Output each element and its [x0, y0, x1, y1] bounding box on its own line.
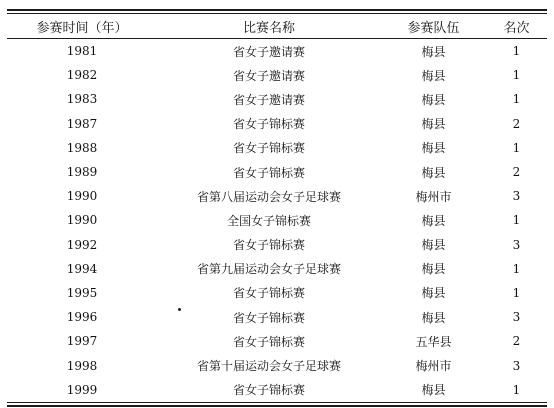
cell-team: 梅县: [421, 44, 446, 59]
cell-team: 梅县: [421, 286, 446, 301]
cell-year: 1995: [66, 285, 98, 300]
cell-competition-name: 省女子锦标赛: [232, 310, 305, 325]
cell-team: 梅县: [421, 238, 446, 253]
cell-competition-name: 省第八届运动会女子足球赛: [196, 189, 341, 204]
table-row: [7, 305, 547, 329]
cell-rank: 1: [512, 68, 521, 83]
cell-team: 梅县: [421, 213, 446, 228]
table-row: [7, 281, 547, 305]
table-row: [7, 112, 547, 136]
header-year: 参赛时间（年）: [36, 20, 128, 36]
top-rule-thick: [7, 9, 547, 11]
cell-team: 梅州市: [415, 359, 452, 374]
cell-year: 1999: [66, 382, 98, 397]
table-row: [7, 329, 547, 353]
cell-year: 1990: [66, 189, 98, 204]
cell-rank: 2: [512, 334, 521, 349]
cell-competition-name: 省女子邀请赛: [232, 92, 305, 107]
cell-rank: 1: [512, 382, 521, 397]
cell-team: 梅县: [421, 68, 446, 83]
cell-year: 1998: [66, 358, 98, 373]
cell-competition-name: 全国女子锦标赛: [226, 213, 311, 228]
cell-year: 1996: [66, 310, 98, 325]
cell-competition-name: 省女子邀请赛: [232, 68, 305, 83]
results-table-container: [7, 9, 547, 407]
table-row: [7, 39, 547, 63]
table-row: [7, 63, 547, 87]
cell-rank: 3: [512, 310, 521, 325]
cell-competition-name: 省女子锦标赛: [232, 334, 305, 349]
print-speck: [178, 308, 181, 311]
table-row: [7, 136, 547, 160]
cell-team: 梅县: [421, 92, 446, 107]
cell-competition-name: 省女子邀请赛: [232, 44, 305, 59]
cell-year: 1982: [66, 68, 98, 83]
bottom-rule-thick: [7, 405, 547, 407]
cell-team: 梅县: [421, 165, 446, 180]
cell-competition-name: 省女子锦标赛: [232, 165, 305, 180]
table-row: [7, 184, 547, 208]
bottom-rule-thin: [7, 402, 547, 403]
cell-rank: 1: [512, 44, 521, 59]
table-row: [7, 353, 547, 377]
cell-rank: 3: [512, 189, 521, 204]
cell-competition-name: 省第九届运动会女子足球赛: [196, 262, 341, 277]
table-row: [7, 160, 547, 184]
cell-year: 1992: [66, 237, 98, 252]
results-table-body: [7, 39, 547, 402]
cell-team: 梅县: [421, 262, 446, 277]
cell-team: 梅县: [421, 383, 446, 398]
cell-year: 1989: [66, 165, 98, 180]
cell-competition-name: 省女子锦标赛: [232, 117, 305, 132]
table-header: [7, 14, 547, 38]
cell-rank: 1: [512, 140, 521, 155]
table-row: [7, 233, 547, 257]
cell-rank: 1: [512, 285, 521, 300]
cell-rank: 2: [512, 165, 521, 180]
cell-year: 1981: [66, 44, 98, 59]
cell-rank: 3: [512, 237, 521, 252]
cell-competition-name: 省女子锦标赛: [232, 238, 305, 253]
table-row: [7, 87, 547, 111]
cell-competition-name: 省第十届运动会女子足球赛: [196, 359, 341, 374]
cell-year: 1990: [66, 213, 98, 228]
cell-year: 1988: [66, 140, 98, 155]
cell-competition-name: 省女子锦标赛: [232, 141, 305, 156]
header-row: [7, 14, 547, 38]
table-row: [7, 257, 547, 281]
header-rank: 名次: [503, 20, 530, 36]
cell-team: 梅县: [421, 117, 446, 132]
cell-year: 1987: [66, 116, 98, 131]
cell-year: 1994: [66, 261, 98, 276]
cell-rank: 2: [512, 116, 521, 131]
header-team: 参赛队伍: [407, 20, 460, 36]
cell-year: 1997: [66, 334, 98, 349]
cell-team: 五华县: [415, 334, 452, 349]
cell-team: 梅州市: [415, 189, 452, 204]
table-row: [7, 378, 547, 402]
cell-rank: 3: [512, 358, 521, 373]
cell-competition-name: 省女子锦标赛: [232, 286, 305, 301]
cell-rank: 1: [512, 261, 521, 276]
cell-competition-name: 省女子锦标赛: [232, 383, 305, 398]
table-body: [7, 39, 547, 402]
cell-team: 梅县: [421, 141, 446, 156]
cell-rank: 1: [512, 92, 521, 107]
cell-rank: 1: [512, 213, 521, 228]
table-row: [7, 208, 547, 232]
cell-year: 1983: [66, 92, 98, 107]
cell-team: 梅县: [421, 310, 446, 325]
header-competition-name: 比赛名称: [242, 20, 295, 36]
results-table: [7, 14, 547, 38]
